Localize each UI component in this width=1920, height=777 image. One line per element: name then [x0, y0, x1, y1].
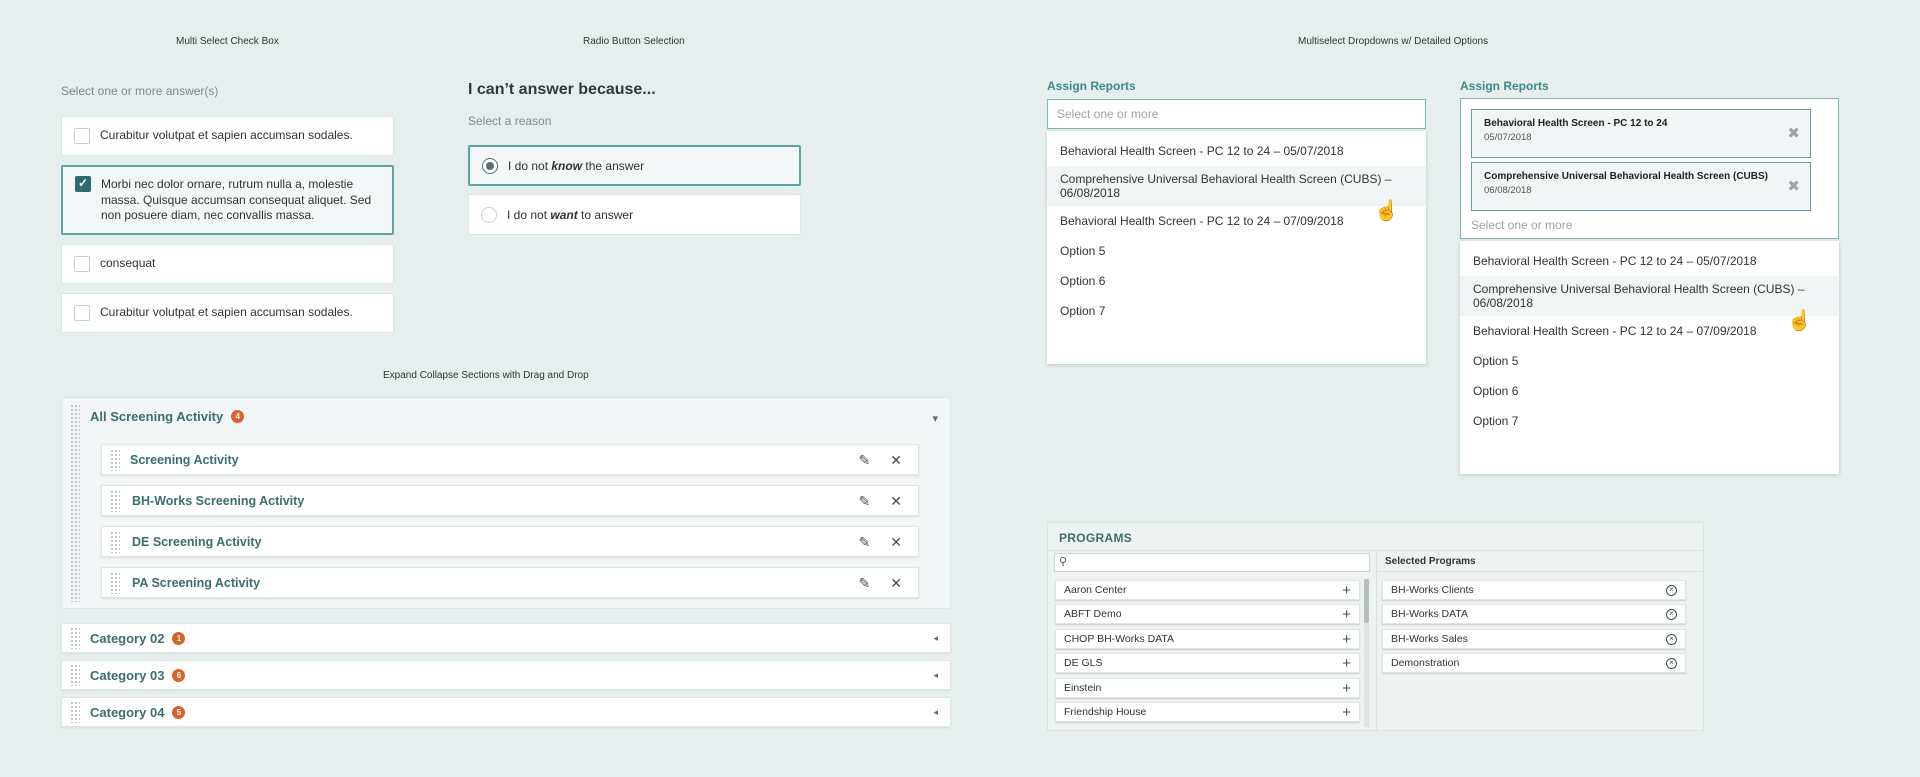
category-title: Category 04: [90, 704, 165, 720]
program-label: BH-Works Sales: [1391, 633, 1468, 645]
remove-icon[interactable]: ×: [1666, 634, 1677, 645]
checkbox-prompt: Select one or more answer(s): [61, 84, 219, 98]
category-title: Category 02: [90, 630, 165, 646]
dropdown-option[interactable]: Option 6: [1060, 274, 1106, 288]
count-badge: 6: [172, 669, 185, 682]
count-badge: 4: [231, 410, 244, 423]
drag-handle-icon[interactable]: [70, 404, 80, 602]
drag-handle-icon[interactable]: [110, 572, 120, 594]
close-icon[interactable]: ✕: [890, 451, 902, 468]
checkbox-unchecked[interactable]: [74, 128, 90, 144]
dropdown-option[interactable]: Behavioral Health Screen - PC 12 to 24 – 07/09/2018: [1060, 214, 1344, 228]
add-icon[interactable]: +: [1342, 605, 1351, 623]
activity-title: Screening Activity: [130, 452, 239, 467]
drag-handle-icon[interactable]: [110, 531, 120, 553]
count-badge: 5: [172, 706, 185, 719]
drag-handle-icon[interactable]: [110, 449, 120, 471]
search-icon: ⚲: [1059, 556, 1068, 568]
caption-expand-collapse: Expand Collapse Sections with Drag and Drop: [383, 370, 589, 381]
program-label: BH-Works DATA: [1391, 608, 1469, 620]
checkbox-option-1[interactable]: [61, 116, 394, 156]
remove-chip-icon[interactable]: ✖: [1787, 125, 1800, 142]
radio-label: I do not know the answer: [508, 158, 645, 173]
checkbox-checked[interactable]: [75, 176, 91, 192]
chip-date: 06/08/2018: [1484, 185, 1532, 196]
multiselect-input-filled[interactable]: [1460, 98, 1839, 239]
selected-program: [1382, 580, 1686, 600]
activity-row: [101, 444, 919, 475]
dropdown-option[interactable]: Option 7: [1473, 414, 1519, 428]
dropdown-option[interactable]: Option 7: [1060, 304, 1106, 318]
checkbox-option-3[interactable]: [61, 244, 394, 284]
scrollbar-thumb[interactable]: [1364, 579, 1369, 623]
selected-chip: [1471, 109, 1811, 158]
radio-unselected[interactable]: [481, 207, 497, 223]
radio-prompt: Select a reason: [468, 114, 552, 128]
selected-program: [1382, 604, 1686, 624]
program-label: DE GLS: [1064, 657, 1103, 669]
programs-title: PROGRAMS: [1059, 531, 1133, 545]
chip-title: Comprehensive Universal Behavioral Health Screen (CUBS): [1484, 171, 1768, 182]
dropdown-options-list: [1047, 131, 1426, 364]
radio-selected[interactable]: [482, 158, 498, 174]
add-icon[interactable]: +: [1342, 581, 1351, 599]
hand-pointer-icon: ☝: [1787, 310, 1812, 332]
radio-label: I do not want to answer: [507, 207, 634, 222]
caption-multiselect-dropdown: Multiselect Dropdowns w/ Detailed Options: [1298, 36, 1489, 47]
close-icon[interactable]: ✕: [890, 533, 902, 550]
caption-multi-select: Multi Select Check Box: [176, 36, 279, 47]
multiselect-placeholder[interactable]: Select one or more: [1471, 218, 1573, 232]
drag-handle-icon[interactable]: [70, 627, 80, 649]
radio-title: I can’t answer because...: [468, 81, 656, 98]
program-label: BH-Works Clients: [1391, 584, 1474, 596]
hand-pointer-icon: ☝: [1374, 200, 1399, 222]
selected-program: [1382, 629, 1686, 649]
chip-title: Behavioral Health Screen - PC 12 to 24: [1484, 118, 1668, 129]
remove-icon[interactable]: ×: [1666, 658, 1677, 669]
activity-row: [101, 485, 919, 516]
selected-program: [1382, 653, 1686, 673]
program-label: Einstein: [1064, 682, 1102, 694]
dropdown-label: Assign Reports: [1460, 79, 1549, 93]
programs-panel: [1047, 522, 1704, 731]
drag-handle-icon[interactable]: [110, 490, 120, 512]
dropdown-label: Assign Reports: [1047, 79, 1136, 93]
accordion-category[interactable]: [61, 697, 951, 727]
edit-icon[interactable]: ✎: [858, 492, 871, 509]
available-program: [1055, 702, 1360, 722]
add-icon[interactable]: +: [1342, 703, 1351, 721]
checkbox-unchecked[interactable]: [74, 305, 90, 321]
drag-handle-icon[interactable]: [70, 701, 80, 723]
count-badge: 1: [172, 632, 185, 645]
available-program: [1055, 653, 1360, 673]
checkbox-option-4[interactable]: [61, 293, 394, 333]
divider: [1376, 550, 1377, 730]
dropdown-option[interactable]: Option 5: [1060, 244, 1106, 258]
accordion-category[interactable]: [61, 660, 951, 690]
multiselect-input[interactable]: Select one or more: [1047, 99, 1426, 129]
radio-option-know[interactable]: [468, 145, 801, 186]
available-program: [1055, 629, 1360, 649]
chevron-left-icon[interactable]: ◂: [933, 706, 938, 717]
dropdown-option[interactable]: Comprehensive Universal Behavioral Health Screen (CUBS) – 06/08/2018: [1460, 276, 1839, 316]
drag-handle-icon[interactable]: [70, 664, 80, 686]
check-icon: ✓: [77, 176, 89, 191]
program-label: ABFT Demo: [1064, 608, 1122, 620]
edit-icon[interactable]: ✎: [858, 451, 871, 468]
available-program: [1055, 580, 1360, 600]
scrollbar[interactable]: [1364, 579, 1369, 727]
checkbox-label: Curabitur volutpat et sapien accumsan sodales.: [100, 128, 353, 143]
accordion-category[interactable]: [61, 623, 951, 653]
edit-icon[interactable]: ✎: [858, 574, 871, 591]
divider: [1376, 571, 1703, 572]
available-program: [1055, 604, 1360, 624]
dropdown-options-list: [1460, 241, 1839, 474]
add-icon[interactable]: +: [1342, 654, 1351, 672]
chevron-down-icon[interactable]: ▾: [932, 413, 938, 425]
activity-row: [101, 526, 919, 557]
available-program: [1055, 678, 1360, 698]
chevron-left-icon[interactable]: ◂: [933, 669, 938, 680]
add-icon[interactable]: +: [1342, 630, 1351, 648]
dropdown-option[interactable]: Option 6: [1473, 384, 1519, 398]
activity-title: PA Screening Activity: [132, 575, 261, 590]
program-label: Friendship House: [1064, 706, 1147, 718]
edit-icon[interactable]: ✎: [858, 533, 871, 550]
program-search-input[interactable]: [1054, 553, 1370, 572]
accordion-title: All Screening Activity: [90, 409, 224, 424]
activity-title: DE Screening Activity: [132, 534, 262, 549]
checkbox-label: consequat: [100, 256, 156, 271]
dropdown-option[interactable]: Behavioral Health Screen - PC 12 to 24 – 05/07/2018: [1473, 254, 1757, 268]
dropdown-option[interactable]: Comprehensive Universal Behavioral Health Screen (CUBS) – 06/08/2018: [1047, 166, 1426, 206]
radio-option-want[interactable]: [468, 194, 801, 235]
program-label: CHOP BH-Works DATA: [1064, 633, 1175, 645]
category-title: Category 03: [90, 667, 165, 683]
selected-programs-title: Selected Programs: [1385, 556, 1476, 567]
chevron-left-icon[interactable]: ◂: [933, 632, 938, 643]
selected-chip: [1471, 162, 1811, 211]
close-icon[interactable]: ✕: [890, 574, 902, 591]
activity-row: [101, 567, 919, 598]
program-label: Aaron Center: [1064, 584, 1127, 596]
dropdown-option[interactable]: Option 5: [1473, 354, 1519, 368]
remove-chip-icon[interactable]: ✖: [1787, 178, 1800, 195]
checkbox-option-2[interactable]: [61, 165, 394, 235]
activity-title: BH-Works Screening Activity: [132, 493, 305, 508]
remove-icon[interactable]: ×: [1666, 609, 1677, 620]
chip-date: 05/07/2018: [1484, 132, 1532, 143]
caption-radio: Radio Button Selection: [583, 36, 685, 47]
checkbox-label: Morbi nec dolor ornare, rutrum nulla a, molestie massa. Quisque accumsan consequat aliquet. Sed non posuere diam, nec convallis massa.: [101, 177, 372, 222]
checkbox-unchecked[interactable]: [74, 256, 90, 272]
remove-icon[interactable]: ×: [1666, 585, 1677, 596]
close-icon[interactable]: ✕: [890, 492, 902, 509]
program-label: Demonstration: [1391, 657, 1460, 669]
accordion-header[interactable]: [90, 409, 244, 424]
dropdown-option[interactable]: Behavioral Health Screen - PC 12 to 24 – 05/07/2018: [1060, 144, 1344, 158]
add-icon[interactable]: +: [1342, 679, 1351, 697]
checkbox-label: Curabitur volutpat et sapien accumsan sodales.: [100, 305, 353, 320]
dropdown-option[interactable]: Behavioral Health Screen - PC 12 to 24 – 07/09/2018: [1473, 324, 1757, 338]
